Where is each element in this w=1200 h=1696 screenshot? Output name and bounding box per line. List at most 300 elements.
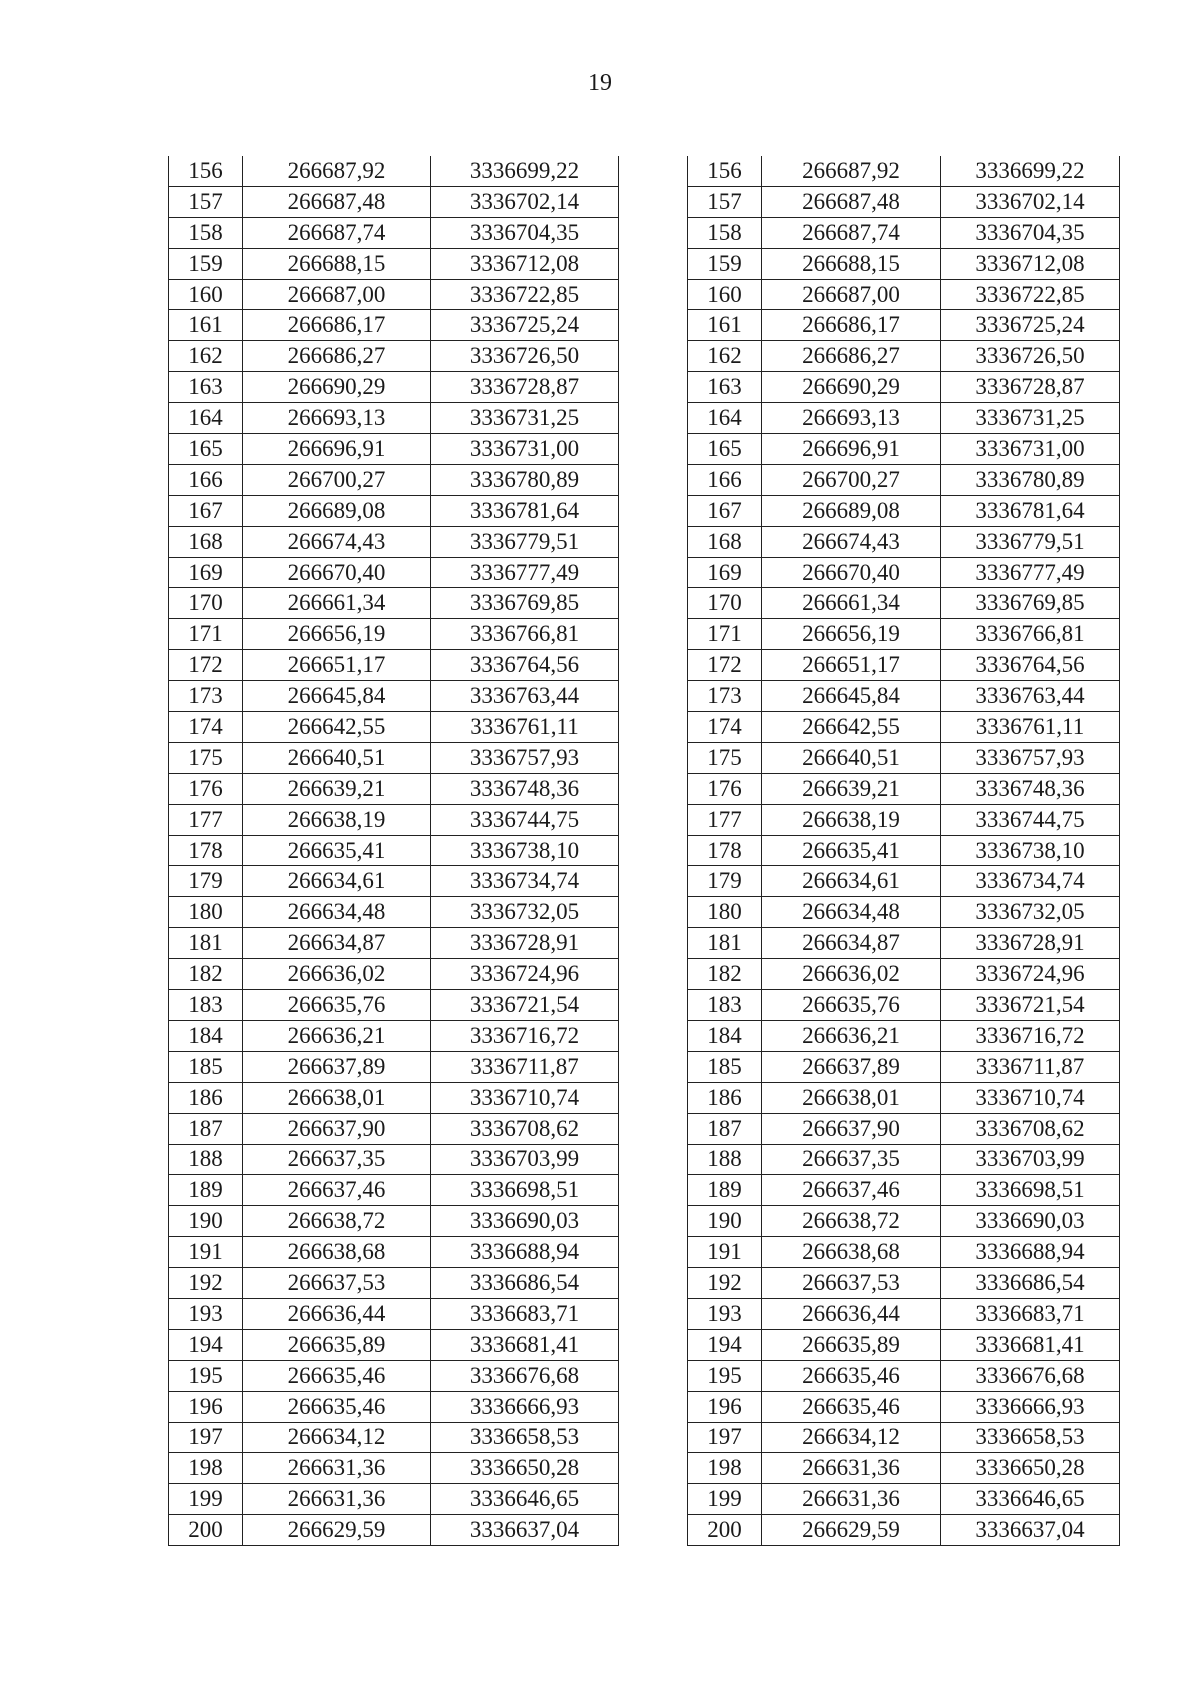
y-coordinate-cell: 3336646,65	[941, 1484, 1120, 1515]
table-row	[688, 681, 1120, 712]
x-coordinate-cell: 266639,21	[762, 773, 941, 804]
x-coordinate-cell: 266635,41	[762, 835, 941, 866]
y-coordinate-cell: 3336766,81	[941, 619, 1120, 650]
x-coordinate-cell: 266636,02	[762, 959, 941, 990]
x-coordinate-cell: 266636,44	[243, 1298, 431, 1329]
table-row	[688, 1175, 1120, 1206]
y-coordinate-cell: 3336731,25	[431, 403, 619, 434]
point-number-cell: 173	[169, 681, 243, 712]
point-number-cell: 192	[169, 1268, 243, 1299]
point-number-cell: 170	[688, 588, 762, 619]
y-coordinate-cell: 3336731,00	[431, 434, 619, 465]
table-row	[688, 341, 1120, 372]
y-coordinate-cell: 3336744,75	[941, 804, 1120, 835]
table-row	[688, 495, 1120, 526]
y-coordinate-cell: 3336721,54	[941, 990, 1120, 1021]
point-number-cell: 195	[169, 1360, 243, 1391]
table-row	[169, 835, 619, 866]
y-coordinate-cell: 3336637,04	[941, 1515, 1120, 1546]
table-row	[169, 1360, 619, 1391]
y-coordinate-cell: 3336690,03	[431, 1206, 619, 1237]
point-number-cell: 185	[169, 1051, 243, 1082]
x-coordinate-cell: 266670,40	[243, 557, 431, 588]
y-coordinate-cell: 3336690,03	[941, 1206, 1120, 1237]
point-number-cell: 181	[169, 928, 243, 959]
point-number-cell: 164	[688, 403, 762, 434]
table-row	[688, 464, 1120, 495]
x-coordinate-cell: 266636,21	[762, 1020, 941, 1051]
y-coordinate-cell: 3336780,89	[431, 464, 619, 495]
y-coordinate-cell: 3336699,22	[941, 156, 1120, 186]
table-row	[169, 712, 619, 743]
y-coordinate-cell: 3336681,41	[431, 1329, 619, 1360]
point-number-cell: 168	[688, 526, 762, 557]
table-row	[688, 1515, 1120, 1546]
x-coordinate-cell: 266634,48	[243, 897, 431, 928]
point-number-cell: 165	[688, 434, 762, 465]
y-coordinate-cell: 3336734,74	[431, 866, 619, 897]
table-row	[169, 1391, 619, 1422]
point-number-cell: 170	[169, 588, 243, 619]
point-number-cell: 180	[688, 897, 762, 928]
table-row	[169, 341, 619, 372]
x-coordinate-cell: 266634,61	[762, 866, 941, 897]
x-coordinate-cell: 266637,46	[243, 1175, 431, 1206]
point-number-cell: 186	[688, 1082, 762, 1113]
y-coordinate-cell: 3336722,85	[941, 279, 1120, 310]
x-coordinate-cell: 266638,72	[762, 1206, 941, 1237]
x-coordinate-cell: 266631,36	[243, 1484, 431, 1515]
y-coordinate-cell: 3336666,93	[431, 1391, 619, 1422]
y-coordinate-cell: 3336734,74	[941, 866, 1120, 897]
x-coordinate-cell: 266638,72	[243, 1206, 431, 1237]
y-coordinate-cell: 3336777,49	[431, 557, 619, 588]
x-coordinate-cell: 266690,29	[243, 372, 431, 403]
point-number-cell: 157	[169, 186, 243, 217]
table-row	[169, 1175, 619, 1206]
point-number-cell: 167	[688, 495, 762, 526]
y-coordinate-cell: 3336724,96	[941, 959, 1120, 990]
table-row	[688, 248, 1120, 279]
y-coordinate-cell: 3336683,71	[941, 1298, 1120, 1329]
x-coordinate-cell: 266637,35	[243, 1144, 431, 1175]
point-number-cell: 200	[688, 1515, 762, 1546]
point-number-cell: 171	[688, 619, 762, 650]
point-number-cell: 193	[169, 1298, 243, 1329]
table-row	[169, 186, 619, 217]
x-coordinate-cell: 266635,46	[762, 1391, 941, 1422]
x-coordinate-cell: 266696,91	[762, 434, 941, 465]
y-coordinate-cell: 3336704,35	[941, 217, 1120, 248]
table-row	[688, 557, 1120, 588]
point-number-cell: 159	[688, 248, 762, 279]
point-number-cell: 166	[688, 464, 762, 495]
table-row	[169, 897, 619, 928]
table-row	[169, 526, 619, 557]
point-number-cell: 187	[169, 1113, 243, 1144]
x-coordinate-cell: 266645,84	[762, 681, 941, 712]
table-row	[169, 434, 619, 465]
x-coordinate-cell: 266693,13	[762, 403, 941, 434]
point-number-cell: 181	[688, 928, 762, 959]
point-number-cell: 193	[688, 1298, 762, 1329]
table-row	[688, 804, 1120, 835]
point-number-cell: 180	[169, 897, 243, 928]
y-coordinate-cell: 3336731,00	[941, 434, 1120, 465]
x-coordinate-cell: 266688,15	[762, 248, 941, 279]
table-row	[169, 1329, 619, 1360]
x-coordinate-cell: 266638,01	[243, 1082, 431, 1113]
y-coordinate-cell: 3336728,91	[941, 928, 1120, 959]
y-coordinate-cell: 3336781,64	[431, 495, 619, 526]
y-coordinate-cell: 3336779,51	[941, 526, 1120, 557]
point-number-cell: 168	[169, 526, 243, 557]
y-coordinate-cell: 3336764,56	[431, 650, 619, 681]
y-coordinate-cell: 3336738,10	[431, 835, 619, 866]
point-number-cell: 186	[169, 1082, 243, 1113]
point-number-cell: 191	[169, 1237, 243, 1268]
table-row	[688, 1113, 1120, 1144]
y-coordinate-cell: 3336766,81	[431, 619, 619, 650]
y-coordinate-cell: 3336658,53	[941, 1422, 1120, 1453]
x-coordinate-cell: 266686,17	[762, 310, 941, 341]
point-number-cell: 163	[688, 372, 762, 403]
point-number-cell: 177	[688, 804, 762, 835]
y-coordinate-cell: 3336728,91	[431, 928, 619, 959]
y-coordinate-cell: 3336769,85	[941, 588, 1120, 619]
x-coordinate-cell: 266634,61	[243, 866, 431, 897]
x-coordinate-cell: 266687,48	[243, 186, 431, 217]
table-row	[688, 866, 1120, 897]
point-number-cell: 195	[688, 1360, 762, 1391]
point-number-cell: 196	[169, 1391, 243, 1422]
table-row	[688, 434, 1120, 465]
y-coordinate-cell: 3336732,05	[941, 897, 1120, 928]
y-coordinate-cell: 3336738,10	[941, 835, 1120, 866]
x-coordinate-cell: 266629,59	[243, 1515, 431, 1546]
table-row	[169, 1051, 619, 1082]
x-coordinate-cell: 266689,08	[243, 495, 431, 526]
y-coordinate-cell: 3336726,50	[941, 341, 1120, 372]
x-coordinate-cell: 266687,74	[243, 217, 431, 248]
x-coordinate-cell: 266634,12	[243, 1422, 431, 1453]
y-coordinate-cell: 3336702,14	[431, 186, 619, 217]
y-coordinate-cell: 3336710,74	[941, 1082, 1120, 1113]
table-row	[688, 959, 1120, 990]
y-coordinate-cell: 3336686,54	[941, 1268, 1120, 1299]
point-number-cell: 191	[688, 1237, 762, 1268]
x-coordinate-cell: 266670,40	[762, 557, 941, 588]
table-row	[688, 279, 1120, 310]
table-row	[169, 1237, 619, 1268]
x-coordinate-cell: 266638,68	[762, 1237, 941, 1268]
table-row	[688, 928, 1120, 959]
table-row	[169, 279, 619, 310]
y-coordinate-cell: 3336711,87	[941, 1051, 1120, 1082]
point-number-cell: 182	[688, 959, 762, 990]
point-number-cell: 157	[688, 186, 762, 217]
table-body	[688, 156, 1120, 1546]
y-coordinate-cell: 3336666,93	[941, 1391, 1120, 1422]
table-row	[169, 1422, 619, 1453]
y-coordinate-cell: 3336658,53	[431, 1422, 619, 1453]
point-number-cell: 159	[169, 248, 243, 279]
page-number: 19	[588, 70, 612, 96]
table-row	[169, 959, 619, 990]
x-coordinate-cell: 266637,90	[243, 1113, 431, 1144]
table-row	[688, 1391, 1120, 1422]
y-coordinate-cell: 3336703,99	[941, 1144, 1120, 1175]
y-coordinate-cell: 3336683,71	[431, 1298, 619, 1329]
y-coordinate-cell: 3336777,49	[941, 557, 1120, 588]
table-row	[169, 1206, 619, 1237]
table-row	[688, 835, 1120, 866]
coordinates-table-left	[168, 156, 619, 1546]
table-row	[169, 681, 619, 712]
table-row	[688, 372, 1120, 403]
x-coordinate-cell: 266645,84	[243, 681, 431, 712]
point-number-cell: 169	[688, 557, 762, 588]
x-coordinate-cell: 266687,00	[243, 279, 431, 310]
x-coordinate-cell: 266651,17	[243, 650, 431, 681]
point-number-cell: 197	[169, 1422, 243, 1453]
table-row	[169, 619, 619, 650]
x-coordinate-cell: 266637,90	[762, 1113, 941, 1144]
x-coordinate-cell: 266696,91	[243, 434, 431, 465]
point-number-cell: 200	[169, 1515, 243, 1546]
table-row	[688, 1020, 1120, 1051]
x-coordinate-cell: 266689,08	[762, 495, 941, 526]
table-row	[688, 742, 1120, 773]
point-number-cell: 166	[169, 464, 243, 495]
point-number-cell: 189	[688, 1175, 762, 1206]
point-number-cell: 158	[169, 217, 243, 248]
table-row	[688, 526, 1120, 557]
table-row	[688, 156, 1120, 186]
table-row	[688, 310, 1120, 341]
y-coordinate-cell: 3336757,93	[941, 742, 1120, 773]
point-number-cell: 161	[169, 310, 243, 341]
table-row	[688, 619, 1120, 650]
point-number-cell: 162	[688, 341, 762, 372]
point-number-cell: 199	[169, 1484, 243, 1515]
point-number-cell: 169	[169, 557, 243, 588]
table-row	[169, 403, 619, 434]
point-number-cell: 174	[688, 712, 762, 743]
point-number-cell: 189	[169, 1175, 243, 1206]
point-number-cell: 184	[169, 1020, 243, 1051]
table-row	[688, 650, 1120, 681]
x-coordinate-cell: 266661,34	[243, 588, 431, 619]
point-number-cell: 188	[169, 1144, 243, 1175]
table-row	[169, 310, 619, 341]
point-number-cell: 156	[688, 156, 762, 186]
table-row	[169, 1113, 619, 1144]
table-row	[688, 1268, 1120, 1299]
table-row	[688, 990, 1120, 1021]
x-coordinate-cell: 266638,19	[243, 804, 431, 835]
x-coordinate-cell: 266635,41	[243, 835, 431, 866]
point-number-cell: 156	[169, 156, 243, 186]
y-coordinate-cell: 3336698,51	[941, 1175, 1120, 1206]
x-coordinate-cell: 266674,43	[762, 526, 941, 557]
point-number-cell: 190	[688, 1206, 762, 1237]
coordinates-table-right	[687, 156, 1120, 1546]
point-number-cell: 173	[688, 681, 762, 712]
table-row	[169, 928, 619, 959]
table-row	[169, 1484, 619, 1515]
x-coordinate-cell: 266687,74	[762, 217, 941, 248]
x-coordinate-cell: 266636,44	[762, 1298, 941, 1329]
point-number-cell: 164	[169, 403, 243, 434]
x-coordinate-cell: 266634,48	[762, 897, 941, 928]
y-coordinate-cell: 3336744,75	[431, 804, 619, 835]
y-coordinate-cell: 3336728,87	[941, 372, 1120, 403]
x-coordinate-cell: 266656,19	[762, 619, 941, 650]
point-number-cell: 176	[169, 773, 243, 804]
y-coordinate-cell: 3336688,94	[941, 1237, 1120, 1268]
x-coordinate-cell: 266642,55	[243, 712, 431, 743]
point-number-cell: 161	[688, 310, 762, 341]
table-row	[169, 217, 619, 248]
x-coordinate-cell: 266635,89	[243, 1329, 431, 1360]
y-coordinate-cell: 3336676,68	[431, 1360, 619, 1391]
y-coordinate-cell: 3336725,24	[431, 310, 619, 341]
point-number-cell: 199	[688, 1484, 762, 1515]
table-row	[169, 1515, 619, 1546]
table-row	[169, 464, 619, 495]
table-row	[169, 156, 619, 186]
x-coordinate-cell: 266674,43	[243, 526, 431, 557]
table-row	[169, 742, 619, 773]
x-coordinate-cell: 266638,19	[762, 804, 941, 835]
x-coordinate-cell: 266631,36	[243, 1453, 431, 1484]
x-coordinate-cell: 266637,53	[762, 1268, 941, 1299]
x-coordinate-cell: 266687,00	[762, 279, 941, 310]
y-coordinate-cell: 3336650,28	[431, 1453, 619, 1484]
x-coordinate-cell: 266661,34	[762, 588, 941, 619]
point-number-cell: 192	[688, 1268, 762, 1299]
table-row	[169, 650, 619, 681]
y-coordinate-cell: 3336761,11	[431, 712, 619, 743]
x-coordinate-cell: 266636,02	[243, 959, 431, 990]
x-coordinate-cell: 266635,76	[243, 990, 431, 1021]
x-coordinate-cell: 266687,92	[243, 156, 431, 186]
point-number-cell: 183	[169, 990, 243, 1021]
y-coordinate-cell: 3336721,54	[431, 990, 619, 1021]
x-coordinate-cell: 266686,27	[762, 341, 941, 372]
table-row	[688, 1422, 1120, 1453]
x-coordinate-cell: 266656,19	[243, 619, 431, 650]
point-number-cell: 187	[688, 1113, 762, 1144]
table-row	[169, 372, 619, 403]
point-number-cell: 196	[688, 1391, 762, 1422]
point-number-cell: 185	[688, 1051, 762, 1082]
table-row	[169, 773, 619, 804]
y-coordinate-cell: 3336710,74	[431, 1082, 619, 1113]
y-coordinate-cell: 3336726,50	[431, 341, 619, 372]
y-coordinate-cell: 3336732,05	[431, 897, 619, 928]
point-number-cell: 177	[169, 804, 243, 835]
x-coordinate-cell: 266688,15	[243, 248, 431, 279]
table-row	[169, 804, 619, 835]
y-coordinate-cell: 3336681,41	[941, 1329, 1120, 1360]
x-coordinate-cell: 266651,17	[762, 650, 941, 681]
y-coordinate-cell: 3336637,04	[431, 1515, 619, 1546]
y-coordinate-cell: 3336650,28	[941, 1453, 1120, 1484]
table-row	[688, 1206, 1120, 1237]
point-number-cell: 172	[169, 650, 243, 681]
y-coordinate-cell: 3336764,56	[941, 650, 1120, 681]
point-number-cell: 175	[688, 742, 762, 773]
x-coordinate-cell: 266640,51	[762, 742, 941, 773]
table-body	[169, 156, 619, 1546]
y-coordinate-cell: 3336688,94	[431, 1237, 619, 1268]
point-number-cell: 179	[169, 866, 243, 897]
y-coordinate-cell: 3336769,85	[431, 588, 619, 619]
table-row	[169, 588, 619, 619]
point-number-cell: 158	[688, 217, 762, 248]
table-row	[688, 1082, 1120, 1113]
point-number-cell: 172	[688, 650, 762, 681]
table-row	[688, 1144, 1120, 1175]
y-coordinate-cell: 3336757,93	[431, 742, 619, 773]
y-coordinate-cell: 3336731,25	[941, 403, 1120, 434]
point-number-cell: 176	[688, 773, 762, 804]
y-coordinate-cell: 3336761,11	[941, 712, 1120, 743]
x-coordinate-cell: 266634,87	[243, 928, 431, 959]
x-coordinate-cell: 266700,27	[243, 464, 431, 495]
table-row	[688, 217, 1120, 248]
y-coordinate-cell: 3336712,08	[941, 248, 1120, 279]
x-coordinate-cell: 266686,27	[243, 341, 431, 372]
y-coordinate-cell: 3336698,51	[431, 1175, 619, 1206]
table-row	[169, 866, 619, 897]
y-coordinate-cell: 3336763,44	[431, 681, 619, 712]
y-coordinate-cell: 3336716,72	[431, 1020, 619, 1051]
table-row	[688, 186, 1120, 217]
table-row	[169, 1082, 619, 1113]
point-number-cell: 188	[688, 1144, 762, 1175]
point-number-cell: 165	[169, 434, 243, 465]
y-coordinate-cell: 3336728,87	[431, 372, 619, 403]
x-coordinate-cell: 266635,76	[762, 990, 941, 1021]
y-coordinate-cell: 3336725,24	[941, 310, 1120, 341]
x-coordinate-cell: 266634,87	[762, 928, 941, 959]
x-coordinate-cell: 266635,46	[762, 1360, 941, 1391]
table-row	[688, 1484, 1120, 1515]
table-row	[169, 990, 619, 1021]
table-row	[688, 897, 1120, 928]
x-coordinate-cell: 266634,12	[762, 1422, 941, 1453]
x-coordinate-cell: 266637,35	[762, 1144, 941, 1175]
y-coordinate-cell: 3336699,22	[431, 156, 619, 186]
point-number-cell: 194	[688, 1329, 762, 1360]
point-number-cell: 178	[169, 835, 243, 866]
table-row	[688, 1329, 1120, 1360]
x-coordinate-cell: 266686,17	[243, 310, 431, 341]
point-number-cell: 190	[169, 1206, 243, 1237]
y-coordinate-cell: 3336676,68	[941, 1360, 1120, 1391]
x-coordinate-cell: 266631,36	[762, 1484, 941, 1515]
point-number-cell: 163	[169, 372, 243, 403]
x-coordinate-cell: 266687,48	[762, 186, 941, 217]
table-row	[169, 248, 619, 279]
y-coordinate-cell: 3336780,89	[941, 464, 1120, 495]
y-coordinate-cell: 3336781,64	[941, 495, 1120, 526]
y-coordinate-cell: 3336711,87	[431, 1051, 619, 1082]
y-coordinate-cell: 3336748,36	[431, 773, 619, 804]
